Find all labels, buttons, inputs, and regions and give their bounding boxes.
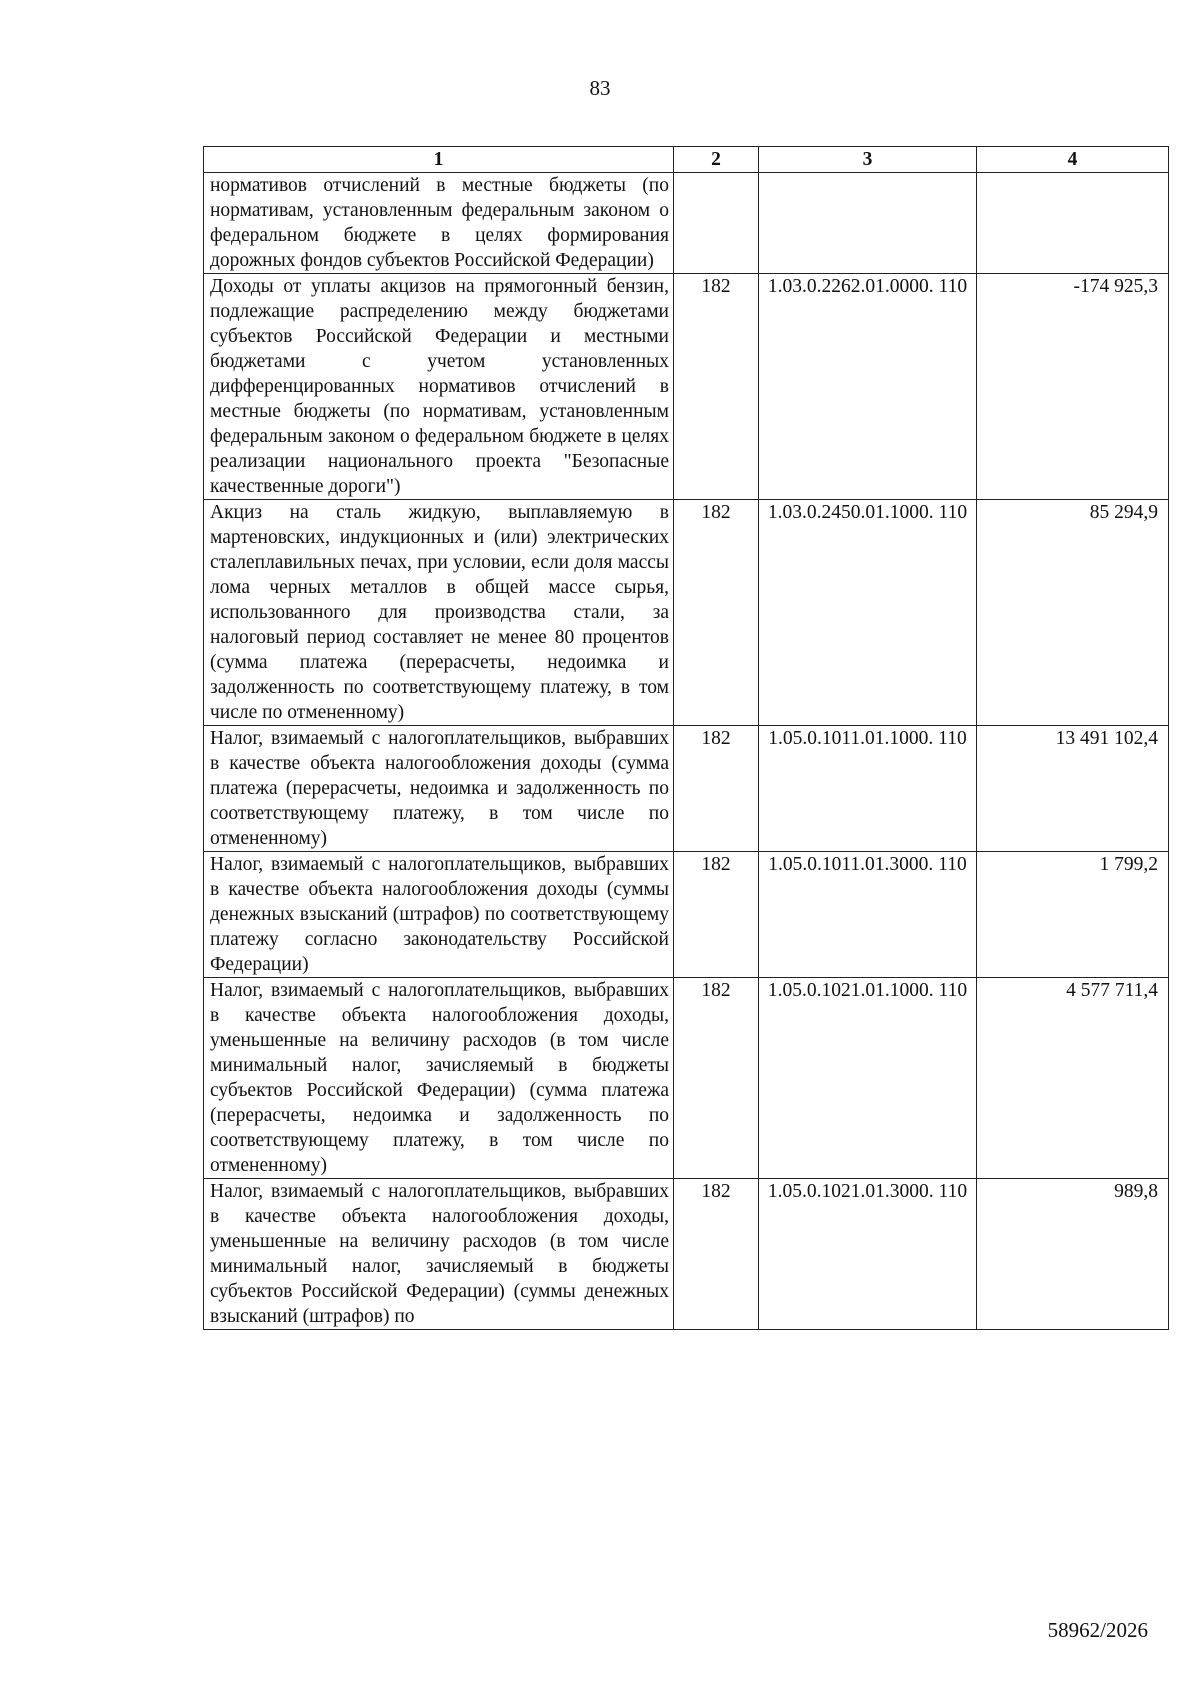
- table-row: [204, 1179, 1169, 1330]
- row-budget-code: 1.05.0.1021.01.1000. 110: [759, 978, 977, 1179]
- row-admin-code: [674, 173, 759, 274]
- row-budget-code: 1.03.0.2450.01.1000. 110: [759, 500, 977, 726]
- row-amount: 4 577 711,4: [977, 978, 1169, 1179]
- table-row: [204, 500, 1169, 726]
- column-header-3: 3: [759, 147, 977, 173]
- row-description: Налог, взимаемый с налогоплательщиков, выбравших в качестве объекта налогообложения доходы, уменьшенные на величину расходов (в том числе минимальный налог, зачисляемый в бюджеты субъектов Российской Федерации) (сумма платежа (перерасчеты, недоимка и задолженность по соответствующему платежу, в том числе по отмененному): [204, 978, 674, 1179]
- table-row: [204, 852, 1169, 978]
- row-amount: 1 799,2: [977, 852, 1169, 978]
- column-header-4: 4: [977, 147, 1169, 173]
- row-description: нормативов отчислений в местные бюджеты (по нормативам, установленным федеральным законом о федеральном бюджете в целях формирования дорожных фондов субъектов Российской Федерации): [204, 173, 674, 274]
- row-admin-code: 182: [674, 274, 759, 500]
- table-row: [204, 173, 1169, 274]
- row-description: Налог, взимаемый с налогоплательщиков, выбравших в качестве объекта налогообложения доходы, уменьшенные на величину расходов (в том числе минимальный налог, зачисляемый в бюджеты субъектов Российской Федерации) (суммы денежных взысканий (штрафов) по: [204, 1179, 674, 1330]
- row-budget-code: 1.05.0.1011.01.3000. 110: [759, 852, 977, 978]
- row-description: Доходы от уплаты акцизов на прямогонный бензин, подлежащие распределению между бюджетами субъектов Российской Федерации и местными бюджетами с учетом установленных дифференцированных нормативов отчислений в местные бюджеты (по нормативам, установленным федеральным законом о федеральном бюджете в целях реализации национального проекта "Безопасные качественные дороги"): [204, 274, 674, 500]
- row-amount: 13 491 102,4: [977, 726, 1169, 852]
- row-description: Акциз на сталь жидкую, выплавляемую в мартеновских, индукционных и (или) электрических сталеплавильных печах, при условии, если доля массы лома черных металлов в общей массе сырья, использованного для производства стали, за налоговый период составляет не менее 80 процентов (сумма платежа (перерасчеты, недоимка и задолженность по соответствующему платежу, в том числе по отмененному): [204, 500, 674, 726]
- row-budget-code: [759, 173, 977, 274]
- row-admin-code: 182: [674, 500, 759, 726]
- column-header-1: 1: [204, 147, 674, 173]
- row-budget-code: 1.03.0.2262.01.0000. 110: [759, 274, 977, 500]
- document-registration-number: 58962/2026: [1047, 1618, 1148, 1642]
- row-budget-code: 1.05.0.1021.01.3000. 110: [759, 1179, 977, 1330]
- row-amount: 85 294,9: [977, 500, 1169, 726]
- page-number: 83: [589, 76, 611, 100]
- row-description: Налог, взимаемый с налогоплательщиков, выбравших в качестве объекта налогообложения доходы (сумма платежа (перерасчеты, недоимка и задолженность по соответствующему платежу, в том числе по отмененному): [204, 726, 674, 852]
- table-header-row: [204, 147, 1169, 173]
- row-budget-code: 1.05.0.1011.01.1000. 110: [759, 726, 977, 852]
- revenue-table: [203, 146, 1169, 1330]
- column-header-2: 2: [674, 147, 759, 173]
- row-amount: -174 925,3: [977, 274, 1169, 500]
- row-description: Налог, взимаемый с налогоплательщиков, выбравших в качестве объекта налогообложения доходы (суммы денежных взысканий (штрафов) по соответствующему платежу согласно законодательству Российской Федерации): [204, 852, 674, 978]
- table-row: [204, 978, 1169, 1179]
- row-admin-code: 182: [674, 726, 759, 852]
- row-admin-code: 182: [674, 978, 759, 1179]
- row-admin-code: 182: [674, 852, 759, 978]
- table-row: [204, 274, 1169, 500]
- row-amount: 989,8: [977, 1179, 1169, 1330]
- table-row: [204, 726, 1169, 852]
- row-admin-code: 182: [674, 1179, 759, 1330]
- row-amount: [977, 173, 1169, 274]
